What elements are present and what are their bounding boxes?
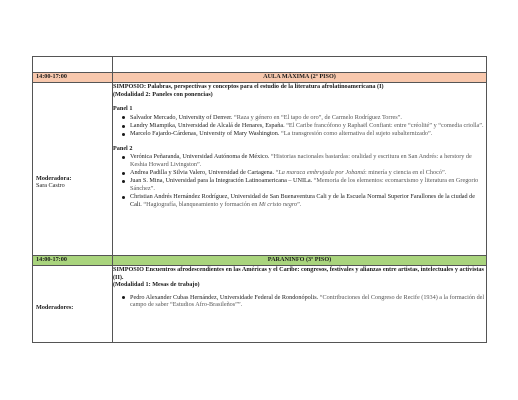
session-header-row [33,256,487,266]
symposium-title: SIMPOSIO Encuentros afrodescendientes en las Américas y el Caribe: congresos, festivales y alianzas entre artistas, intelectuales y activistas (II). [113,266,484,281]
moderator-cell [33,83,113,256]
blank-cell [113,57,487,73]
panel-2-label: Panel 2 [113,144,133,152]
panel-2-list [113,153,486,208]
panel-1-list [113,114,486,138]
moderator-label: Moderadores: [36,304,74,311]
list-item: Christian Andrés Hernández Rodríguez, Universidad de San Buenaventura Cali y de la Escuela Normal Superior Farallones de la ciudad de Cali. “Hagiografía, blanqueamiento y formación en Mi cristo negro”. [130,193,486,208]
moderator-label-group [36,175,71,190]
session-list [113,294,486,309]
symposium-modality: (Modalidad 1: Mesas de trabajo) [113,281,200,289]
blank-row [33,57,487,73]
list-item: Pedro Alexander Cubas Hernández, Universidade Federal de Rondonópolis. “Contribuciones del Congreso de Recife (1934) a la formación del campo de saber “Estudios Afro-Brasileños””. [130,293,485,309]
session-room: AULA MÁXIMA (2º PISO) [113,73,487,83]
session-body-row [33,266,487,343]
schedule-table [32,56,487,343]
list-item: Landry Miampika, Universidad de Alcalá de Henares, España. “El Caribe francófono y Raphaël Confiant: entre “créolité” y “comedia criolla”. [130,122,486,130]
session-body-row [33,83,487,256]
list-item: Marcelo Fajardo-Cárdenas, University of Mary Washington. “La transgresión como alternativa del sujeto subalternizado”. [130,130,486,138]
panel-1-label: Panel 1 [113,105,133,113]
session-time: 14:00-17:00 [33,256,113,266]
list-item: Salvador Mercado, University of Denver. “Raza y género en “El tapo de oro”, de Carmelo Rodríguez Torres”. [130,114,486,122]
symposium-modality: (Modalidad 2: Paneles con ponencias) [113,90,213,98]
session-content [113,83,487,256]
blank-cell [33,57,113,73]
moderator-label: Moderadora: [36,175,72,182]
moderator-label-group [36,304,73,311]
session-header-row [33,73,487,83]
list-item: Andrea Padilla y Silvia Valero, Universidad de Cartagena. “La maraca embrujada por Jobamá: minería y ciencia en el Chocó”. [130,169,486,177]
moderator-cell [33,266,113,343]
list-item: Juan S. Mina, Universidad para la Integración Latinoamericana – UNILa. “Memoria de los elementos: ecomarxismo y literatura en Gregorio Sánchez”. [130,177,486,192]
session-time: 14:00-17:00 [33,73,113,83]
moderator-name: Sara Castro [36,182,65,190]
session-room: PARANINFO (3º PISO) [113,256,487,266]
symposium-title: SIMPOSIO: Palabras, perspectivas y conceptos para el estudio de la literatura afrolatinoamericana (I) [113,83,384,90]
list-item: Verónica Peñaranda, Universidad Autónoma de México. “Historias nacionales bastardas: oralidad y escritura en San Andrés: a herstory de Keshia Howard Livingston”. [130,153,486,168]
session-content [113,266,487,343]
